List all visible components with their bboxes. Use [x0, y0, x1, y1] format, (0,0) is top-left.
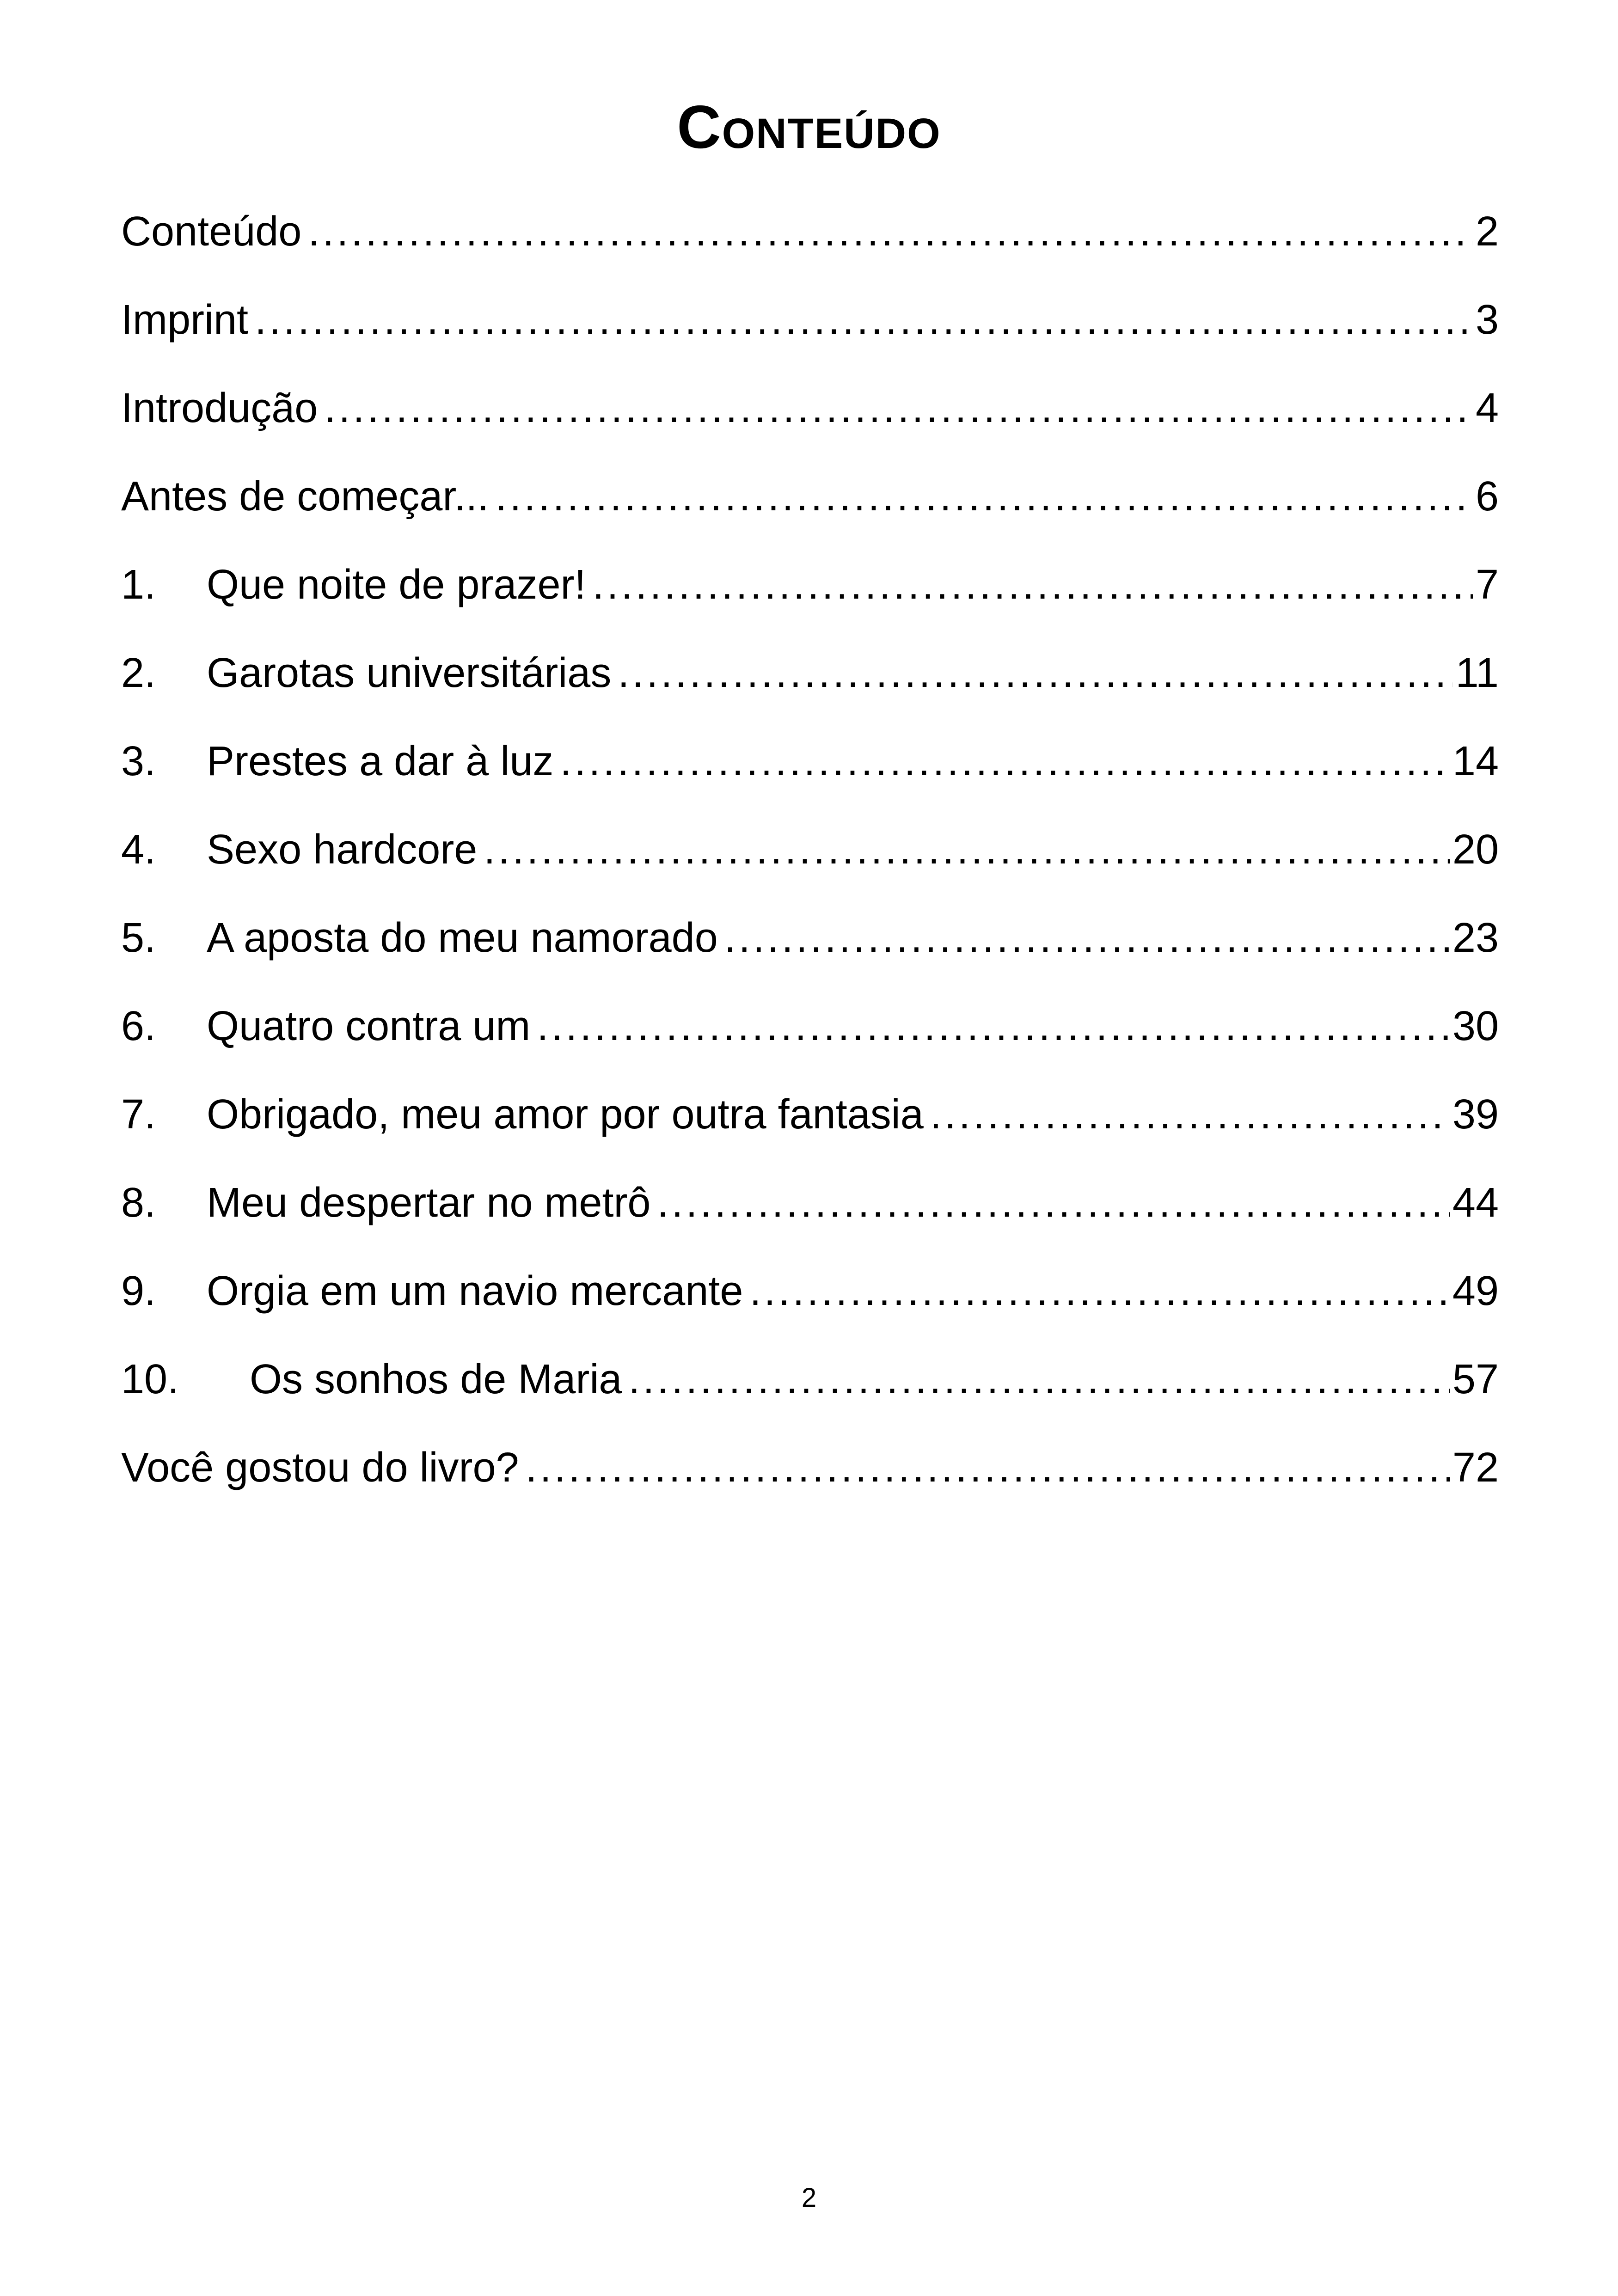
table-of-contents	[121, 187, 1499, 1512]
toc-entry-label: Antes de começar...	[121, 473, 489, 520]
toc-entry-label: Prestes a dar à luz	[207, 738, 554, 784]
toc-entry-page: 2	[1475, 208, 1499, 255]
toc-entry[interactable]	[121, 1247, 1499, 1335]
toc-entry-number: 1.	[121, 561, 156, 608]
toc-entry-page: 20	[1452, 826, 1499, 873]
toc-entry[interactable]	[121, 187, 1499, 276]
toc-dot-leader	[537, 1001, 1450, 1052]
toc-entry-number: 5.	[121, 914, 156, 961]
toc-entry-page: 7	[1475, 561, 1499, 608]
toc-dot-leader	[657, 1177, 1449, 1228]
toc-entry[interactable]	[121, 1423, 1499, 1512]
toc-entry-label: Garotas universitárias	[207, 649, 612, 696]
toc-entry-label: Obrigado, meu amor por outra fantasia	[207, 1091, 924, 1138]
toc-entry[interactable]	[121, 540, 1499, 629]
toc-dot-leader	[560, 736, 1450, 787]
toc-dot-leader	[930, 1089, 1450, 1140]
toc-entry-number: 10.	[121, 1356, 179, 1402]
toc-entry-label: Orgia em um navio mercante	[207, 1267, 743, 1314]
toc-dot-leader	[593, 559, 1473, 610]
page-number: 2	[801, 2183, 817, 2213]
toc-entry-number: 4.	[121, 826, 156, 873]
toc-entry-page: 44	[1452, 1179, 1499, 1226]
toc-entry[interactable]	[121, 364, 1499, 452]
toc-entry[interactable]	[121, 982, 1499, 1070]
toc-entry[interactable]	[121, 629, 1499, 717]
toc-entry-page: 49	[1452, 1267, 1499, 1314]
toc-entry-label: A aposta do meu namorado	[207, 914, 718, 961]
toc-entry-label: Meu despertar no metrô	[207, 1179, 651, 1226]
toc-entry-number: 8.	[121, 1179, 156, 1226]
toc-entry[interactable]	[121, 1158, 1499, 1247]
toc-entry-label: Introdução	[121, 385, 318, 431]
toc-entry[interactable]	[121, 276, 1499, 364]
toc-entry[interactable]	[121, 1070, 1499, 1158]
toc-entry-number: 2.	[121, 649, 156, 696]
toc-dot-leader	[618, 648, 1453, 698]
toc-entry-label: Você gostou do livro?	[121, 1444, 519, 1491]
toc-entry[interactable]	[121, 805, 1499, 894]
toc-entry[interactable]	[121, 1335, 1499, 1423]
toc-entry-number: 6.	[121, 1003, 156, 1049]
toc-entry-label: Os sonhos de Maria	[250, 1356, 622, 1402]
toc-entry-label: Sexo hardcore	[207, 826, 478, 873]
toc-dot-leader	[484, 824, 1450, 875]
toc-entry-page: 6	[1475, 473, 1499, 520]
toc-entry-page: 72	[1452, 1444, 1499, 1491]
toc-entry[interactable]	[121, 894, 1499, 982]
toc-dot-leader	[749, 1266, 1449, 1316]
toc-entry-label: Imprint	[121, 296, 249, 343]
toc-dot-leader	[495, 471, 1473, 522]
toc-entry-page: 14	[1452, 738, 1499, 784]
toc-dot-leader	[255, 294, 1473, 345]
toc-entry-label: Conteúdo	[121, 208, 302, 255]
toc-dot-leader	[308, 206, 1473, 257]
page-title: Conteúdo	[677, 93, 941, 161]
toc-entry-page: 23	[1452, 914, 1499, 961]
toc-entry-label: Quatro contra um	[207, 1003, 531, 1049]
toc-entry-page: 30	[1452, 1003, 1499, 1049]
toc-entry-page: 3	[1475, 296, 1499, 343]
toc-dot-leader	[324, 383, 1473, 434]
toc-entry-page: 11	[1455, 649, 1499, 696]
toc-entry-number: 9.	[121, 1267, 156, 1314]
toc-dot-leader	[526, 1442, 1450, 1493]
toc-entry[interactable]	[121, 717, 1499, 805]
toc-entry-page: 39	[1452, 1091, 1499, 1138]
toc-entry-page: 57	[1452, 1356, 1499, 1402]
toc-dot-leader	[724, 912, 1450, 963]
toc-entry-number: 7.	[121, 1091, 156, 1138]
toc-entry-number: 3.	[121, 738, 156, 784]
toc-entry-page: 4	[1475, 385, 1499, 431]
toc-entry-label: Que noite de prazer!	[207, 561, 586, 608]
toc-entry[interactable]	[121, 452, 1499, 540]
toc-dot-leader	[628, 1354, 1450, 1405]
